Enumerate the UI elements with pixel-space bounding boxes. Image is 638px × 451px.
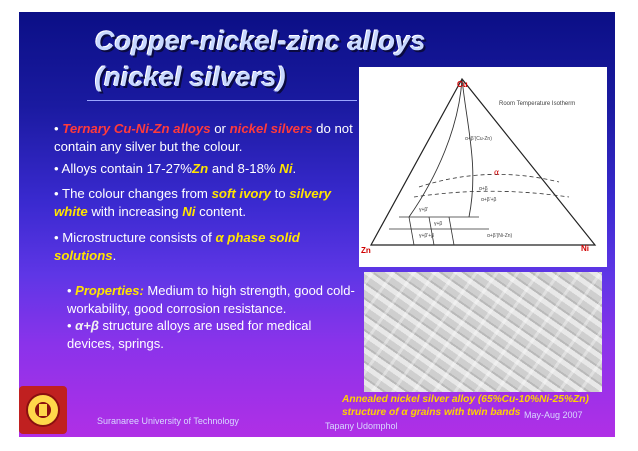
micrograph-caption: Annealed nickel silver alloy (65%Cu-10%Ni-25%Zn) structure of α grains with twin bands — [342, 394, 589, 418]
colour-to: to — [270, 186, 290, 201]
colour-end: content. — [195, 203, 247, 219]
phase-label-3: α+β'+β — [481, 197, 497, 203]
bullet-mark: • — [54, 121, 63, 136]
footer-author: Tapany Udomphol — [325, 421, 398, 431]
alpha-beta-symbol: α+β — [75, 318, 99, 333]
bullet-ternary — [54, 120, 364, 155]
properties-label: Properties: — [75, 283, 144, 298]
properties-text: Medium to high strength, good cold-workability, good corrosion resistance. — [67, 283, 355, 316]
composition-pre: • Alloys contain 17-27% — [54, 161, 193, 176]
colour-mid: with increasing — [87, 203, 183, 219]
phase-label-4: γ+β' — [419, 207, 429, 213]
phase-label-7: α+β'(Ni-Zn) — [487, 233, 513, 239]
colour-pre: • The colour changes from — [54, 186, 212, 201]
phase-label-1: α+β'(Cu-Zn) — [465, 136, 492, 142]
footer-university: Suranaree University of Technology — [97, 416, 239, 426]
slide — [19, 12, 615, 437]
soft-ivory-term: soft ivory — [211, 186, 271, 201]
phase-label-5: γ+β — [434, 221, 443, 227]
corner-ni-label: Ni — [581, 244, 589, 253]
or-text: or — [210, 121, 230, 136]
university-logo — [19, 386, 67, 434]
isotherm-title: Room Temperature Isotherm — [499, 101, 576, 107]
title-divider — [87, 100, 357, 101]
composition-mid: and 8-18% — [208, 161, 280, 176]
composition-end: . — [292, 161, 297, 176]
alpha-symbol: α — [215, 230, 224, 245]
bullet-microstructure — [54, 229, 364, 264]
alpha-beta-text: structure alloys are used for medical devices, springs. — [67, 318, 312, 351]
ni-term-2: Ni — [182, 203, 196, 219]
bullet-colour — [54, 185, 364, 220]
slide-title-line1: Copper-nickel-zinc alloys — [95, 26, 426, 56]
nickel-silvers-term: nickel silvers — [229, 121, 313, 136]
properties-block — [67, 282, 357, 352]
zn-term: Zn — [192, 161, 209, 176]
props-bullet: • — [67, 283, 76, 298]
slide-title-line2: (nickel silvers) — [95, 62, 286, 92]
bullet-ternary-rest: do not contain any silver but the colour. — [54, 121, 353, 154]
phase-label-6: γ+β'+β — [419, 233, 435, 239]
phase-term: phase solid solutions — [54, 230, 300, 263]
micro-pre: • Microstructure consists of — [54, 230, 216, 245]
bullet-composition — [54, 160, 364, 178]
ternary-term: Ternary Cu-Ni-Zn alloys — [62, 121, 211, 136]
props-bullet-2: • — [67, 318, 76, 333]
alpha-region-label: α — [494, 168, 500, 177]
silvery-white-term: silvery white — [54, 186, 332, 219]
micro-end: . — [112, 247, 117, 263]
footer-date: May-Aug 2007 — [524, 410, 583, 420]
phase-label-2: α+β — [479, 186, 488, 192]
micrograph-twin-bands — [364, 272, 602, 392]
corner-cu-label: Cu — [457, 80, 468, 89]
corner-zn-label: Zn — [361, 246, 371, 255]
phase-diagram — [359, 67, 607, 267]
ni-term: Ni — [279, 161, 293, 176]
